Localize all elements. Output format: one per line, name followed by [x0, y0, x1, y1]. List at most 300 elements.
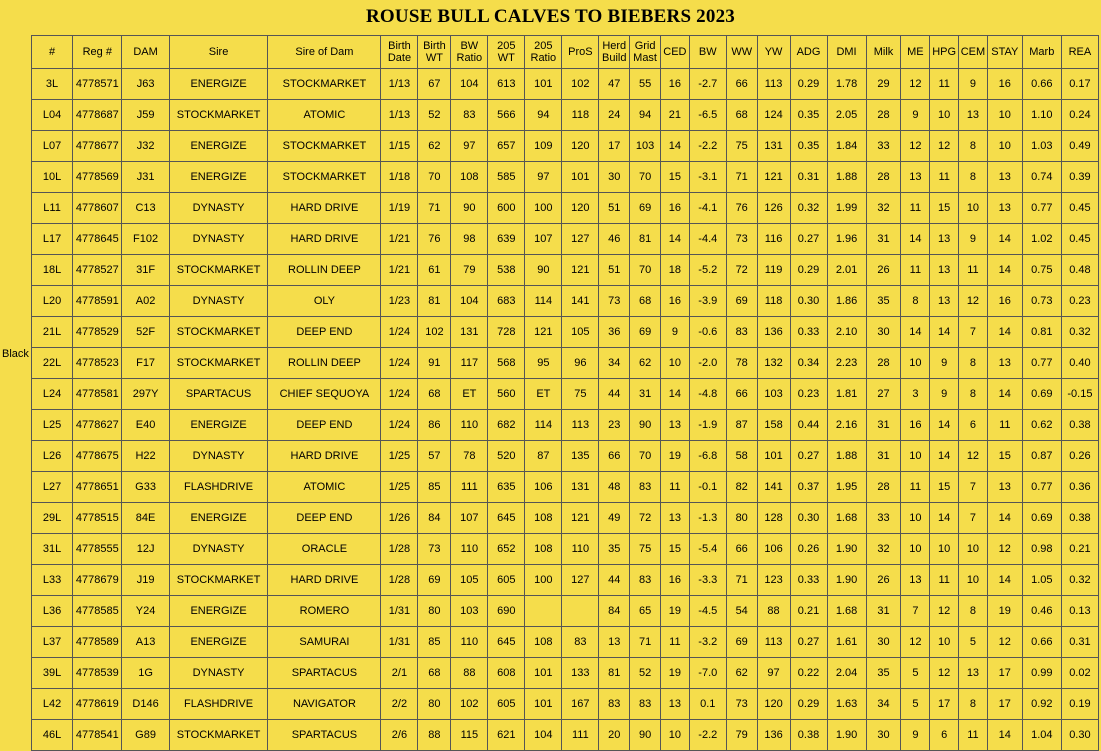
cell-adg[interactable]: 0.27 [790, 441, 827, 472]
cell-bw[interactable]: -1.9 [689, 410, 726, 441]
cell-num[interactable]: 3L [32, 69, 73, 100]
cell-rea[interactable]: 0.32 [1061, 565, 1098, 596]
cell-ww[interactable]: 73 [726, 689, 757, 720]
cell-sire[interactable]: DYNASTY [169, 534, 268, 565]
cell-adg[interactable]: 0.29 [790, 69, 827, 100]
cell-sire_of_dam[interactable]: DEEP END [268, 317, 381, 348]
cell-hpg[interactable]: 10 [930, 534, 959, 565]
cell-ww[interactable]: 58 [726, 441, 757, 472]
cell-bw_ratio[interactable]: 108 [451, 162, 488, 193]
cell-me[interactable]: 16 [901, 410, 930, 441]
cell-hpg[interactable]: 17 [930, 689, 959, 720]
cell-grid_mast[interactable]: 52 [630, 658, 661, 689]
cell-wt205[interactable]: 635 [488, 472, 525, 503]
cell-adg[interactable]: 0.27 [790, 627, 827, 658]
cell-bw[interactable]: -2.2 [689, 131, 726, 162]
cell-bw[interactable]: -1.3 [689, 503, 726, 534]
cell-sire[interactable]: ENERGIZE [169, 503, 268, 534]
cell-me[interactable]: 12 [901, 131, 930, 162]
cell-herd_build[interactable]: 66 [599, 441, 630, 472]
cell-num[interactable]: L24 [32, 379, 73, 410]
cell-birth_date[interactable]: 1/25 [381, 472, 418, 503]
cell-yw[interactable]: 116 [757, 224, 790, 255]
cell-herd_build[interactable]: 36 [599, 317, 630, 348]
cell-cem[interactable]: 6 [959, 410, 988, 441]
cell-milk[interactable]: 28 [866, 100, 901, 131]
table-row[interactable] [32, 69, 1099, 100]
cell-stay[interactable]: 13 [987, 162, 1022, 193]
cell-hpg[interactable]: 12 [930, 131, 959, 162]
cell-sire_of_dam[interactable]: STOCKMARKET [268, 162, 381, 193]
cell-marb[interactable]: 0.46 [1022, 596, 1061, 627]
cell-grid_mast[interactable]: 90 [630, 410, 661, 441]
cell-birth_wt[interactable]: 61 [418, 255, 451, 286]
column-header-grid_mast[interactable] [630, 36, 661, 69]
cell-ced[interactable]: 19 [661, 596, 690, 627]
cell-adg[interactable]: 0.35 [790, 100, 827, 131]
cell-birth_date[interactable]: 1/24 [381, 410, 418, 441]
cell-dam[interactable]: A02 [122, 286, 169, 317]
cell-dmi[interactable]: 1.90 [827, 534, 866, 565]
column-header-ratio205[interactable] [525, 36, 562, 69]
cell-cem[interactable]: 11 [959, 720, 988, 751]
cell-birth_date[interactable]: 2/1 [381, 658, 418, 689]
cell-adg[interactable]: 0.33 [790, 565, 827, 596]
cell-milk[interactable]: 30 [866, 720, 901, 751]
cell-milk[interactable]: 30 [866, 627, 901, 658]
cell-ww[interactable]: 71 [726, 565, 757, 596]
cell-birth_wt[interactable]: 85 [418, 627, 451, 658]
cell-bw[interactable]: -5.2 [689, 255, 726, 286]
cell-dmi[interactable]: 1.99 [827, 193, 866, 224]
cell-ced[interactable]: 21 [661, 100, 690, 131]
cell-wt205[interactable]: 690 [488, 596, 525, 627]
cell-wt205[interactable]: 520 [488, 441, 525, 472]
cell-bw_ratio[interactable]: 107 [451, 503, 488, 534]
cell-bw_ratio[interactable]: 110 [451, 534, 488, 565]
cell-herd_build[interactable]: 49 [599, 503, 630, 534]
cell-ratio205[interactable]: 90 [525, 255, 562, 286]
cell-yw[interactable]: 101 [757, 441, 790, 472]
cell-bw[interactable]: -2.2 [689, 720, 726, 751]
cell-grid_mast[interactable]: 90 [630, 720, 661, 751]
cell-bw[interactable]: -6.5 [689, 100, 726, 131]
cell-me[interactable]: 10 [901, 441, 930, 472]
cell-herd_build[interactable]: 81 [599, 658, 630, 689]
cell-bw_ratio[interactable]: 115 [451, 720, 488, 751]
cell-pros[interactable]: 102 [562, 69, 599, 100]
cell-wt205[interactable]: 657 [488, 131, 525, 162]
cell-herd_build[interactable]: 20 [599, 720, 630, 751]
cell-dmi[interactable]: 1.68 [827, 596, 866, 627]
cell-dam[interactable]: J59 [122, 100, 169, 131]
cell-cem[interactable]: 13 [959, 100, 988, 131]
cell-pros[interactable]: 101 [562, 162, 599, 193]
cell-bw_ratio[interactable]: 78 [451, 441, 488, 472]
cell-rea[interactable]: 0.19 [1061, 689, 1098, 720]
cell-rea[interactable]: 0.38 [1061, 503, 1098, 534]
cell-me[interactable]: 5 [901, 658, 930, 689]
cell-marb[interactable]: 0.66 [1022, 69, 1061, 100]
cell-ced[interactable]: 14 [661, 131, 690, 162]
table-row[interactable] [32, 720, 1099, 751]
cell-dmi[interactable]: 2.01 [827, 255, 866, 286]
cell-dmi[interactable]: 2.10 [827, 317, 866, 348]
cell-ratio205[interactable]: 100 [525, 565, 562, 596]
cell-marb[interactable]: 0.87 [1022, 441, 1061, 472]
cell-sire_of_dam[interactable]: ROLLIN DEEP [268, 255, 381, 286]
cell-milk[interactable]: 32 [866, 534, 901, 565]
cell-hpg[interactable]: 14 [930, 503, 959, 534]
column-header-pros[interactable] [562, 36, 599, 69]
cell-ratio205[interactable]: 104 [525, 720, 562, 751]
cell-sire[interactable]: ENERGIZE [169, 627, 268, 658]
cell-ww[interactable]: 71 [726, 162, 757, 193]
cell-dmi[interactable]: 1.86 [827, 286, 866, 317]
cell-ratio205[interactable]: 97 [525, 162, 562, 193]
cell-grid_mast[interactable]: 83 [630, 565, 661, 596]
cell-me[interactable]: 8 [901, 286, 930, 317]
cell-birth_wt[interactable]: 71 [418, 193, 451, 224]
cell-sire[interactable]: FLASHDRIVE [169, 472, 268, 503]
cell-hpg[interactable]: 11 [930, 69, 959, 100]
cell-pros[interactable]: 127 [562, 565, 599, 596]
cell-sire[interactable]: DYNASTY [169, 658, 268, 689]
cell-sire[interactable]: STOCKMARKET [169, 255, 268, 286]
cell-reg[interactable]: 4778675 [73, 441, 122, 472]
cell-wt205[interactable]: 682 [488, 410, 525, 441]
cell-birth_wt[interactable]: 102 [418, 317, 451, 348]
cell-sire_of_dam[interactable]: ATOMIC [268, 472, 381, 503]
cell-ced[interactable]: 13 [661, 503, 690, 534]
cell-birth_wt[interactable]: 68 [418, 379, 451, 410]
cell-ratio205[interactable]: 108 [525, 627, 562, 658]
cell-stay[interactable]: 16 [987, 286, 1022, 317]
cell-milk[interactable]: 34 [866, 689, 901, 720]
cell-grid_mast[interactable]: 68 [630, 286, 661, 317]
cell-birth_wt[interactable]: 88 [418, 720, 451, 751]
cell-sire[interactable]: FLASHDRIVE [169, 689, 268, 720]
cell-reg[interactable]: 4778619 [73, 689, 122, 720]
cell-sire[interactable]: STOCKMARKET [169, 317, 268, 348]
cell-cem[interactable]: 8 [959, 131, 988, 162]
cell-ratio205[interactable]: 87 [525, 441, 562, 472]
cell-birth_wt[interactable]: 67 [418, 69, 451, 100]
cell-pros[interactable]: 111 [562, 720, 599, 751]
cell-sire_of_dam[interactable]: SPARTACUS [268, 658, 381, 689]
cell-sire_of_dam[interactable]: HARD DRIVE [268, 565, 381, 596]
cell-num[interactable]: L11 [32, 193, 73, 224]
cell-marb[interactable]: 0.99 [1022, 658, 1061, 689]
cell-herd_build[interactable]: 13 [599, 627, 630, 658]
cell-reg[interactable]: 4778651 [73, 472, 122, 503]
cell-num[interactable]: L04 [32, 100, 73, 131]
cell-ww[interactable]: 72 [726, 255, 757, 286]
cell-reg[interactable]: 4778591 [73, 286, 122, 317]
cell-wt205[interactable]: 683 [488, 286, 525, 317]
cell-cem[interactable]: 8 [959, 162, 988, 193]
cell-rea[interactable]: 0.45 [1061, 193, 1098, 224]
table-row[interactable] [32, 534, 1099, 565]
cell-num[interactable]: 22L [32, 348, 73, 379]
cell-sire_of_dam[interactable]: DEEP END [268, 410, 381, 441]
cell-pros[interactable]: 105 [562, 317, 599, 348]
cell-stay[interactable]: 14 [987, 379, 1022, 410]
cell-num[interactable]: 18L [32, 255, 73, 286]
cell-milk[interactable]: 28 [866, 472, 901, 503]
table-row[interactable] [32, 224, 1099, 255]
cell-adg[interactable]: 0.35 [790, 131, 827, 162]
cell-herd_build[interactable]: 30 [599, 162, 630, 193]
cell-yw[interactable]: 106 [757, 534, 790, 565]
cell-grid_mast[interactable]: 70 [630, 162, 661, 193]
cell-ww[interactable]: 66 [726, 534, 757, 565]
cell-yw[interactable]: 126 [757, 193, 790, 224]
cell-grid_mast[interactable]: 62 [630, 348, 661, 379]
table-row[interactable] [32, 441, 1099, 472]
cell-bw[interactable]: -4.1 [689, 193, 726, 224]
cell-yw[interactable]: 128 [757, 503, 790, 534]
cell-adg[interactable]: 0.26 [790, 534, 827, 565]
cell-sire_of_dam[interactable]: CHIEF SEQUOYA [268, 379, 381, 410]
cell-dam[interactable]: J19 [122, 565, 169, 596]
cell-yw[interactable]: 124 [757, 100, 790, 131]
cell-reg[interactable]: 4778687 [73, 100, 122, 131]
cell-milk[interactable]: 29 [866, 69, 901, 100]
cell-adg[interactable]: 0.30 [790, 503, 827, 534]
cell-sire[interactable]: STOCKMARKET [169, 100, 268, 131]
cell-birth_date[interactable]: 1/18 [381, 162, 418, 193]
cell-sire_of_dam[interactable]: ROLLIN DEEP [268, 348, 381, 379]
cell-num[interactable]: 21L [32, 317, 73, 348]
cell-wt205[interactable]: 560 [488, 379, 525, 410]
cell-bw[interactable]: -5.4 [689, 534, 726, 565]
cell-birth_wt[interactable]: 52 [418, 100, 451, 131]
cell-rea[interactable]: 0.23 [1061, 286, 1098, 317]
cell-reg[interactable]: 4778677 [73, 131, 122, 162]
cell-stay[interactable]: 10 [987, 131, 1022, 162]
cell-birth_date[interactable]: 1/19 [381, 193, 418, 224]
cell-herd_build[interactable]: 84 [599, 596, 630, 627]
table-row[interactable] [32, 255, 1099, 286]
cell-ratio205[interactable]: 114 [525, 286, 562, 317]
cell-reg[interactable]: 4778645 [73, 224, 122, 255]
cell-sire_of_dam[interactable]: ORACLE [268, 534, 381, 565]
cell-me[interactable]: 10 [901, 534, 930, 565]
cell-rea[interactable]: 0.17 [1061, 69, 1098, 100]
cell-marb[interactable]: 1.04 [1022, 720, 1061, 751]
cell-birth_wt[interactable]: 57 [418, 441, 451, 472]
cell-sire[interactable]: STOCKMARKET [169, 720, 268, 751]
cell-bw_ratio[interactable]: 79 [451, 255, 488, 286]
cell-pros[interactable]: 118 [562, 100, 599, 131]
cell-rea[interactable]: 0.48 [1061, 255, 1098, 286]
cell-ratio205[interactable]: 107 [525, 224, 562, 255]
cell-marb[interactable]: 0.74 [1022, 162, 1061, 193]
cell-yw[interactable]: 158 [757, 410, 790, 441]
cell-bw[interactable]: -2.7 [689, 69, 726, 100]
cell-grid_mast[interactable]: 55 [630, 69, 661, 100]
cell-birth_date[interactable]: 1/26 [381, 503, 418, 534]
cell-milk[interactable]: 35 [866, 286, 901, 317]
cell-wt205[interactable]: 585 [488, 162, 525, 193]
column-header-reg[interactable] [73, 36, 122, 69]
cell-ced[interactable]: 10 [661, 348, 690, 379]
cell-me[interactable]: 10 [901, 348, 930, 379]
cell-dmi[interactable]: 1.84 [827, 131, 866, 162]
cell-adg[interactable]: 0.30 [790, 286, 827, 317]
column-header-marb[interactable] [1022, 36, 1061, 69]
cell-grid_mast[interactable]: 69 [630, 317, 661, 348]
cell-wt205[interactable]: 608 [488, 658, 525, 689]
cell-num[interactable]: L25 [32, 410, 73, 441]
cell-sire[interactable]: ENERGIZE [169, 162, 268, 193]
cell-reg[interactable]: 4778527 [73, 255, 122, 286]
column-header-birth_date[interactable] [381, 36, 418, 69]
cell-dmi[interactable]: 1.90 [827, 720, 866, 751]
cell-cem[interactable]: 9 [959, 224, 988, 255]
cell-milk[interactable]: 31 [866, 441, 901, 472]
cell-ced[interactable]: 15 [661, 534, 690, 565]
cell-sire_of_dam[interactable]: DEEP END [268, 503, 381, 534]
cell-sire_of_dam[interactable]: ROMERO [268, 596, 381, 627]
cell-num[interactable]: L17 [32, 224, 73, 255]
cell-yw[interactable]: 136 [757, 317, 790, 348]
cell-bw_ratio[interactable]: 90 [451, 193, 488, 224]
cell-wt205[interactable]: 645 [488, 503, 525, 534]
cell-hpg[interactable]: 15 [930, 193, 959, 224]
cell-birth_wt[interactable]: 85 [418, 472, 451, 503]
cell-stay[interactable]: 17 [987, 658, 1022, 689]
cell-yw[interactable]: 132 [757, 348, 790, 379]
cell-sire_of_dam[interactable]: SPARTACUS [268, 720, 381, 751]
cell-reg[interactable]: 4778571 [73, 69, 122, 100]
cell-birth_wt[interactable]: 73 [418, 534, 451, 565]
cell-num[interactable]: L20 [32, 286, 73, 317]
cell-dam[interactable]: J31 [122, 162, 169, 193]
cell-birth_date[interactable]: 1/25 [381, 441, 418, 472]
cell-stay[interactable]: 15 [987, 441, 1022, 472]
cell-rea[interactable]: 0.38 [1061, 410, 1098, 441]
cell-wt205[interactable]: 568 [488, 348, 525, 379]
cell-rea[interactable]: 0.13 [1061, 596, 1098, 627]
table-row[interactable] [32, 348, 1099, 379]
cell-dmi[interactable]: 2.23 [827, 348, 866, 379]
cell-milk[interactable]: 30 [866, 317, 901, 348]
cell-dmi[interactable]: 1.81 [827, 379, 866, 410]
cell-ratio205[interactable]: ET [525, 379, 562, 410]
cell-milk[interactable]: 33 [866, 131, 901, 162]
column-header-cem[interactable] [959, 36, 988, 69]
cell-bw_ratio[interactable]: 103 [451, 596, 488, 627]
cell-adg[interactable]: 0.44 [790, 410, 827, 441]
cell-dmi[interactable]: 2.04 [827, 658, 866, 689]
cell-yw[interactable]: 88 [757, 596, 790, 627]
cell-sire_of_dam[interactable]: HARD DRIVE [268, 224, 381, 255]
cell-pros[interactable]: 120 [562, 131, 599, 162]
cell-marb[interactable]: 0.77 [1022, 472, 1061, 503]
cell-birth_date[interactable]: 1/24 [381, 348, 418, 379]
cell-num[interactable]: L27 [32, 472, 73, 503]
cell-ced[interactable]: 13 [661, 410, 690, 441]
cell-stay[interactable]: 13 [987, 193, 1022, 224]
cell-reg[interactable]: 4778523 [73, 348, 122, 379]
cell-cem[interactable]: 7 [959, 317, 988, 348]
cell-marb[interactable]: 0.81 [1022, 317, 1061, 348]
cell-marb[interactable]: 0.62 [1022, 410, 1061, 441]
cell-cem[interactable]: 8 [959, 348, 988, 379]
cell-rea[interactable]: 0.21 [1061, 534, 1098, 565]
cell-wt205[interactable]: 566 [488, 100, 525, 131]
cell-me[interactable]: 12 [901, 69, 930, 100]
cell-herd_build[interactable]: 23 [599, 410, 630, 441]
cell-cem[interactable]: 10 [959, 534, 988, 565]
cell-bw[interactable]: -0.6 [689, 317, 726, 348]
cell-bw[interactable]: -3.9 [689, 286, 726, 317]
cell-milk[interactable]: 31 [866, 410, 901, 441]
cell-stay[interactable]: 16 [987, 69, 1022, 100]
cell-dmi[interactable]: 1.88 [827, 441, 866, 472]
cell-dam[interactable]: D146 [122, 689, 169, 720]
cell-herd_build[interactable]: 51 [599, 193, 630, 224]
cell-ced[interactable]: 13 [661, 689, 690, 720]
cell-reg[interactable]: 4778679 [73, 565, 122, 596]
cell-num[interactable]: 39L [32, 658, 73, 689]
cell-num[interactable]: L33 [32, 565, 73, 596]
cell-yw[interactable]: 136 [757, 720, 790, 751]
cell-sire_of_dam[interactable]: OLY [268, 286, 381, 317]
cell-stay[interactable]: 14 [987, 565, 1022, 596]
cell-grid_mast[interactable]: 103 [630, 131, 661, 162]
cell-wt205[interactable]: 621 [488, 720, 525, 751]
cell-bw[interactable]: -7.0 [689, 658, 726, 689]
cell-birth_wt[interactable]: 69 [418, 565, 451, 596]
cell-adg[interactable]: 0.38 [790, 720, 827, 751]
cell-hpg[interactable]: 10 [930, 627, 959, 658]
cell-pros[interactable]: 83 [562, 627, 599, 658]
cell-rea[interactable]: -0.15 [1061, 379, 1098, 410]
cell-ratio205[interactable]: 106 [525, 472, 562, 503]
cell-ww[interactable]: 87 [726, 410, 757, 441]
cell-wt205[interactable]: 645 [488, 627, 525, 658]
cell-hpg[interactable]: 11 [930, 565, 959, 596]
cell-adg[interactable]: 0.21 [790, 596, 827, 627]
column-header-dmi[interactable] [827, 36, 866, 69]
cell-cem[interactable]: 11 [959, 255, 988, 286]
cell-bw[interactable]: -2.0 [689, 348, 726, 379]
cell-cem[interactable]: 8 [959, 379, 988, 410]
cell-cem[interactable]: 10 [959, 193, 988, 224]
cell-herd_build[interactable]: 24 [599, 100, 630, 131]
cell-rea[interactable]: 0.32 [1061, 317, 1098, 348]
cell-me[interactable]: 14 [901, 317, 930, 348]
cell-ratio205[interactable]: 101 [525, 658, 562, 689]
column-header-sire[interactable] [169, 36, 268, 69]
table-row[interactable] [32, 658, 1099, 689]
cell-hpg[interactable]: 11 [930, 162, 959, 193]
cell-me[interactable]: 11 [901, 472, 930, 503]
cell-me[interactable]: 13 [901, 565, 930, 596]
cell-me[interactable]: 9 [901, 720, 930, 751]
cell-bw_ratio[interactable]: 83 [451, 100, 488, 131]
cell-me[interactable]: 5 [901, 689, 930, 720]
cell-milk[interactable]: 35 [866, 658, 901, 689]
cell-dam[interactable]: J32 [122, 131, 169, 162]
cell-reg[interactable]: 4778539 [73, 658, 122, 689]
cell-stay[interactable]: 10 [987, 100, 1022, 131]
cell-hpg[interactable]: 14 [930, 317, 959, 348]
cell-yw[interactable]: 113 [757, 627, 790, 658]
